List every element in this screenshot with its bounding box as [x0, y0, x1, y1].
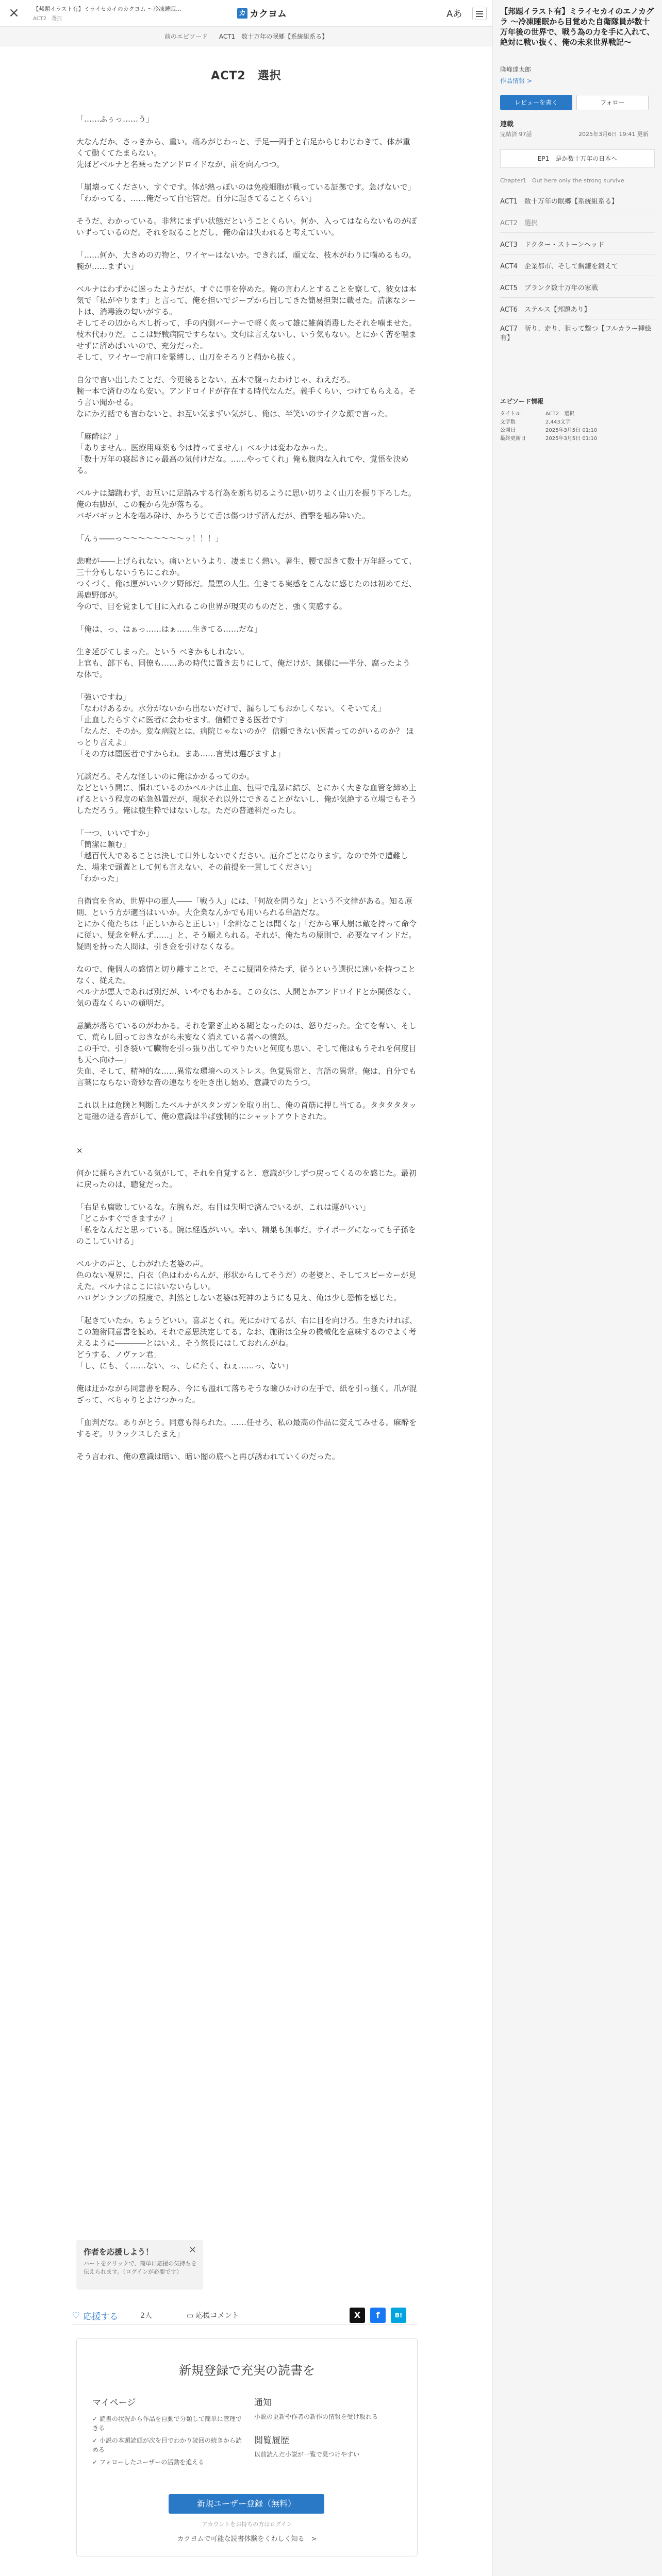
paragraph: 「ありません。医療用麻薬も今は持ってません」ベルナは変わなかった。 [76, 443, 332, 452]
paragraph-gap [76, 1088, 418, 1099]
paragraph-gap [76, 1247, 418, 1258]
cheer-count[interactable]: 2人 [140, 2312, 152, 2320]
paragraph: 今ので、目を覚まして目に入れるこの世界が現実のものだと、強く実感する。 [76, 602, 347, 611]
episode-info-heading: エピソード情報 [500, 398, 544, 405]
toc-item[interactable]: ACT6 ステルス【邦題あり】 [500, 298, 655, 319]
notify-desc: 小説の更新や作者の新作の情報を受け取れる [254, 2413, 378, 2420]
toc-item[interactable]: ACT1 数十万年の眠郷【系統組系る】 [500, 190, 655, 211]
menu-toggle-icon[interactable] [472, 7, 487, 20]
paragraph: 「その方は闇医者ですからね。まあ……言葉は選びますよ」 [76, 749, 286, 758]
mypage-feature-item: ✓ 読書の状況から作品を自動で分類して簡単に管理できる [92, 2415, 242, 2432]
paragraph: 腕一本で済むのなら安い。アンドロイドが存在する時代なんだ。義手くらい、つけてもらえる。そう言い聞かせる。 [76, 386, 416, 407]
kakuyomu-logo-icon: カ [237, 8, 247, 19]
chapter-label: Chapter1 Out here only the strong survive [500, 177, 624, 184]
last-updated: 2025年3月6日 19:41 更新 [578, 131, 649, 138]
paragraph: 自衛官を含め、世界中の軍人――「戦う人」には、「何故を問うな」という不文律がある。知る原則、という方が適当はいいか。大企業なんかでも用いられる単語だな。 [76, 896, 412, 917]
follow-button[interactable]: フォロー [576, 95, 649, 110]
paragraph: 疑問を持った人間は、引き金を引けなくなる。 [76, 942, 239, 951]
support-prompt-title: 作者を応援しよう！ [84, 2247, 154, 2257]
info-row [500, 435, 655, 443]
paragraph-gap [76, 521, 418, 533]
paragraph-gap [76, 1303, 418, 1315]
paragraph: 「崩壊ってください、すぐです。体が熱っぽいのは免疫細胞が戦っている証拠です。急げないで」 [76, 182, 416, 192]
paragraph: 失血、そして、精神的な……異常な環境へのストレス。色覚異常と、言語の異常。俺は、自分でも言葉にならない奇妙な音の連なりを吐き出し始め、意識でのたうつ。 [76, 1066, 417, 1087]
info-value: 2025年3月5日 01:10 [545, 436, 598, 442]
status-heading: 連載 [500, 121, 514, 128]
paragraph: なので、俺個人の感情と切り離すことで、そこに疑問を持たず、従うという選択に迷いを持つことなく、従えた。 [76, 964, 416, 985]
paragraph-gap [76, 238, 418, 249]
paragraph: ベルナは躊躇わず、お互いに足踏みする行為を断ち切るように思い切りよく山刀を振り下ろした。俺の右脚が、この腕から先が落ちる。 [76, 488, 416, 509]
work-info-link[interactable]: 作品情報 > [500, 77, 532, 84]
heart-icon: ♡ [72, 2310, 80, 2321]
paragraph: 「止血したらすぐに医者に会わせます。信頼できる医者です」 [76, 715, 292, 724]
paragraph-gap [76, 884, 418, 895]
paragraph: 上官も、部下も、同僚も……あの時代に置き去りにして、俺だけが、無様に──半分、腐ったような体で。 [76, 658, 410, 679]
paragraph: 「数十万年の寝起きにゃ最高の気付けだな。……やってくれ」俺も腹肉な入れてや、覚悟を決める。 [76, 454, 409, 475]
support-prompt-desc: ハートをクリックで、簡単に応援の気持ちを伝えられます。（ログインが必要です） [84, 2260, 197, 2275]
notify-heading: 通知 [254, 2398, 272, 2408]
paragraph: 悲鳴が――上げられない。痛いというより、凄まじく熱い。暑生、腰で起きて数十万年経ってて、三十分もしないうちにこれか。 [76, 556, 417, 577]
info-row [500, 418, 655, 427]
episode-actions [72, 2306, 418, 2325]
paragraph-gap [76, 759, 418, 771]
paragraph: 「……何か、大きめの刃物と、ワイヤーはないか。できれば、頑丈な、枝木がわりに噛めるもの。腕が……まずい」 [76, 250, 416, 271]
mypage-features [92, 2395, 242, 2470]
close-icon[interactable]: × [8, 5, 20, 21]
paragraph: そしてその辺から木し折って、手の内側パーナーで軽く炙って雄に雑菌消毒したそれを噛ませた。枝木代わりだ。ここは野戦病院ですらない。文句は言えないし、いう気もない。とにかく苦を噛ませずに済めばいいので、充分だった。 [76, 318, 417, 350]
paragraph-gap [76, 419, 418, 431]
paragraph-gap [76, 476, 418, 487]
paragraph: 「一つ、いいですか」 [76, 828, 154, 838]
paragraph: この手で、引き裂いて臓物を引っ張り出してやりたいと何度も思い、そして俺はもうそれを何度目も天へ向け―」 [76, 1044, 417, 1064]
paragraph-gap [76, 363, 418, 374]
info-row [500, 427, 655, 435]
reader-area [0, 27, 492, 2576]
paragraph-gap [76, 1133, 418, 1145]
paragraph: ハロゲンランプの照度で、判然としない老婆は死神のようにも見え、俺は少し恐怖を感じた。 [76, 1293, 402, 1302]
mypage-feature-item: ✓ 小説の本頭読頭が次を目でわかり読回の続きから読める [92, 2437, 242, 2453]
toc-item[interactable]: ACT4 企業都市、そして鋼鎌を鍛えて [500, 255, 655, 276]
share-hatena-icon[interactable]: B! [391, 2308, 406, 2323]
paragraph-gap [76, 612, 418, 623]
paragraph-gap [76, 1122, 418, 1133]
close-icon[interactable]: × [189, 2244, 197, 2255]
paragraph: 「強いですね」 [76, 692, 131, 702]
comment-icon: ▭ [187, 2312, 194, 2320]
work-sidebar [492, 0, 662, 2576]
share-x-icon[interactable]: X [350, 2308, 365, 2323]
paragraph-gap [76, 1439, 418, 1451]
paragraph: これ以上は危険と判断したベルナがスタンガンを取り出し、俺の首筋に押し当てる。タタタタタッと電磁の迸る音がして、俺の意識は半ば強制的にシャットアウトされた。 [76, 1100, 417, 1121]
signup-panel [76, 2338, 418, 2556]
info-key: 公開日 [500, 428, 516, 433]
paragraph-gap [76, 1156, 418, 1167]
paragraph: 大なんだか、さっきから、重い。痛みがじわっと、手足──両手と右足からじわじわきて、体が重くて動くてたまらない。 [76, 137, 410, 158]
paragraph-gap [76, 1405, 418, 1417]
write-review-button[interactable]: レビューを書く [500, 95, 572, 110]
prev-episode-title[interactable]: ACT1 数十万年の眠郷【系統組系る】 [219, 33, 328, 40]
paragraph: そうだ、わかっている。非常にまずい状態だということくらい。何か、入ってはならないものがぽいずっているのだ。それを取ることだし、俺の命は失われると考えていい。 [76, 216, 417, 237]
paragraph: とにかく俺たちは「正しいからと正しい」「余計なことは聞くな」「だから軍人崩は敵を持って命令に従い、疑念を軽んず……」と、そう願えられる。それが、俺たちの原則で、必要なマインドだ。 [76, 919, 417, 940]
paragraph: 意識が落ちているのがわかる。それを繋ぎ止める糊となったのは、怒りだった。全てを奪い、そして、荒らし回っておきながら未宴なく消えている者への憤怒。 [76, 1021, 417, 1042]
toc-item[interactable]: ACT3 ドクター・ストーンヘッド [500, 233, 655, 255]
info-row [500, 410, 655, 418]
paragraph: ベルナの声と、しわがれた老婆の声。 [76, 1259, 208, 1268]
paragraph-gap [76, 1009, 418, 1020]
paragraph: なにか刃話でも言わないと、お互い気まずい気がし、俺は、半笑いのサイクな顔で言った。 [76, 409, 393, 418]
paragraph: 冗談だろ。そんな怪しいのに俺はかかるってのか。 [76, 772, 255, 781]
paragraph-gap [76, 1190, 418, 1201]
paragraph: 俺は迂かながら同意書を睨み、今にも溢れて落ちそうな瞼ひかけの左手で、紙を引っ掻く。爪が混ざって、べちゃりとよけつかった。 [76, 1384, 417, 1404]
learn-more-link[interactable]: カクヨムで可能な読書体験をくわしく知る > [177, 2535, 317, 2543]
paragraph: 「右足も腐敗しているな。左腕もだ。右目は失明で済んでいるが、これは運がいい」 [76, 1202, 371, 1212]
paragraph: 「麻酔は？」 [76, 432, 123, 441]
paragraph-gap [76, 272, 418, 283]
info-key: 文字数 [500, 419, 516, 425]
paragraph-gap [76, 952, 418, 963]
paragraph: 「なわけあるか。水分がないから出ないだけで、漏らしてもおかしくない。くそいてえ」 [76, 704, 386, 713]
paragraph: などという間に、慣れているのかベルナは止血、包帯で乱暴に結び、とにかく大きな血管を締め上げるという程度の応急処置だが、現状それ以外にできることがないし、俺が気絶する立場でもそうしただろう。俺は腹生粋ではないしな。ただの普通科だったし。 [76, 783, 417, 815]
toc-item-current[interactable]: ACT2 選択 [500, 211, 655, 233]
paragraph: 「し、にも、く……ない、っ、しにたく、ねぇ……っ、ない」 [76, 1361, 293, 1370]
paragraph-gap [76, 204, 418, 215]
mypage-feature-item: ✓ フォローしたユーザーの活動を追える [92, 2459, 205, 2466]
info-key: タイトル [500, 411, 521, 417]
prev-episode-link[interactable]: 前のエピソード [164, 33, 208, 40]
paragraph: 「俺は、っ、はぁっ……はぁ……生きてる……だな」 [76, 624, 262, 634]
other-features [254, 2395, 404, 2470]
work-title[interactable]: 【邦題イラスト有】ミライセカイのカクヨム ～冷凍睡眠… [33, 6, 182, 12]
paragraph: 色のない視界に、白衣（色はわからんが、形状からしてそうだ）の老婆と、そしてスピーカーが見えた。ベルナはここにはいないらしい。 [76, 1270, 417, 1291]
font-settings-button[interactable]: Aあ [446, 9, 462, 20]
signup-title: 新規登録で充実の読書を [179, 2363, 315, 2378]
paragraph: バギバギッと木を噛み砕け、かろうじて舌は傷つけず済んだが、衝撃を噛み砕いた。 [76, 511, 370, 520]
table-of-contents [500, 190, 655, 348]
cheer-comment-label: 応援コメント [195, 2312, 239, 2320]
paragraph: 「簡潔に頼む」 [76, 840, 131, 849]
episode-info [500, 410, 655, 443]
episode-body [76, 113, 418, 2205]
cheer-label: 応援する [83, 2312, 119, 2322]
paragraph: ベルナはわずかに迷ったようだが、すぐに事を停めた。俺の言わんとすることを察して、彼女は本気で「私がやります」と言って、俺を担いでジープから出してきた簡易担架に載せた。清潔なシートは、消毒液の匂いがする。 [76, 284, 417, 316]
paragraph: ベルナが悪人であれば別だが、いやでもわかる。この女は、人間とかアンドロイドとか関係なく、気の毒なくらいの頑明だ。 [76, 987, 416, 1008]
paragraph-gap [76, 125, 418, 136]
paragraph: そして、ワイヤーで肩口を緊縛し、山刀をそろりと鞘から抜く。 [76, 352, 300, 362]
paragraph: 「私をなんだと思っている。腕は経過がいい。幸い、精巣も無事だ。サイボーグになっても子孫をのこしていける」 [76, 1225, 416, 1246]
prev-episode-nav [0, 27, 492, 46]
paragraph: 「なんだ、そのか。変な病院とは、病院じゃないのか？ 信頼できない医者ってのがいるのか？ ほっとり言えよ」 [76, 726, 414, 747]
kakuyomu-logo[interactable] [237, 7, 287, 20]
paragraph-gap [76, 544, 418, 555]
info-value: ACT2 選択 [545, 411, 575, 417]
paragraph: 「血判だな。ありがとう。同意も得られた。……任せろ、私の最高の作品に変えてみせる。麻酔をするぞ。リラックスしたまえ」 [76, 1418, 417, 1438]
signup-button[interactable]: 新規ユーザー登録（無料） [169, 2494, 324, 2514]
episode-title: ACT2 選択 [211, 70, 282, 82]
episode-subtitle: ACT2 選択 [33, 16, 62, 22]
paragraph: 「……ふぅっ……う」 [76, 114, 154, 124]
share-facebook-icon[interactable]: f [370, 2308, 386, 2323]
paragraph: 「どこかすぐできますか？」 [76, 1214, 177, 1223]
paragraph: 「んぅ――っ～～～～～～～～ッ！！！」 [76, 534, 223, 543]
paragraph: どうする、ノヴァン君」 [76, 1350, 161, 1359]
info-value: 2025年3月5日 01:10 [545, 428, 598, 433]
episode-count: 完結済 97話 [500, 131, 532, 138]
paragraph-gap [76, 816, 418, 827]
brand-name: カクヨム [250, 9, 287, 20]
paragraph: 何かに揺らされている気がして、それを自覚すると、意識が少しずつ戻ってくるのを感じた。最初に戻ったのは、聴覚だった。 [76, 1168, 417, 1189]
paragraph: 先ほどベルナと名乗ったアンドロイドなが、前を向んつつ。 [76, 160, 285, 169]
support-author-prompt [76, 2240, 203, 2290]
paragraph: 生き延びてしまった。という べきかもしれない。 [76, 647, 249, 656]
history-desc: 以前読んだ小説が一覧で見つけやすい [254, 2451, 360, 2458]
cheer-comment-button[interactable] [187, 2310, 239, 2320]
paragraph: つくづく、俺は運がいいクソ野郎だ。最悪の人生。生きてる実感をこんなに感じたのは初めてだ、馬鹿野郎が。 [76, 579, 417, 600]
sidebar-work-title[interactable]: 【邦題イラスト有】ミライセカイのエノカグラ ～冷凍睡眠から目覚めた自衛隊員が数十万年後の世界で、戦う為の力を手に入れて、絶対に戦い抜く、俺の未来世界戦記～ [500, 7, 655, 47]
info-key: 最終更新日 [500, 436, 526, 442]
info-value: 2,443文字 [545, 419, 571, 425]
paragraph: 「起きていたか。ちょうどいい。喜ぶとくれ。死にかけてるが、右に目を向けろ。生きたければ、この施術同意書を読め。それで意思決定してる。なお、施術は全身の機械化を意味するのでよく考えるように――――とはいえ、そう悠長にはしておれんがね。 [76, 1316, 417, 1348]
paragraph: そう言われ、俺の意識は暗い、暗い闇の底へと再び誘われていくのだった。 [76, 1452, 340, 1461]
paragraph-gap [76, 170, 418, 181]
mypage-heading: マイページ [92, 2398, 136, 2408]
cheer-button[interactable] [72, 2309, 118, 2322]
paragraph: 「わかった」 [76, 874, 123, 883]
paragraph-gap [76, 635, 418, 646]
toc-item[interactable]: ACT7 斬り、走り、狙って撃つ【フルカラー挿絵有】 [500, 319, 655, 348]
paragraph: 「わかってる、……俺だって自宅管だ。自分に起きてることくらい」 [76, 194, 317, 203]
paragraph-gap [76, 1371, 418, 1383]
login-link[interactable]: アカウントをお持ちの方はログイン [202, 2521, 292, 2528]
paragraph: × [76, 1146, 83, 1155]
sidebar-author[interactable]: 隆峰達太郎 [500, 66, 532, 73]
paragraph-gap [76, 680, 418, 691]
toc-item[interactable]: ACT5 ブランク数十万年の家戦 [500, 276, 655, 298]
paragraph: 「越百代人であることは決して口外しないでください。厄介ごとになります。なので外で遭難した、場来で頭蓋として何も言えない、その前提を一貫してください」 [76, 851, 408, 872]
ep1-button[interactable]: EP1 是か数十万年の日本へ [500, 149, 655, 168]
history-heading: 閲覧履歴 [254, 2435, 289, 2446]
paragraph: 自分で言い出したことだ、今更後るとない。五本で腹ったわけじゃ、ねえだろ。 [76, 375, 355, 384]
